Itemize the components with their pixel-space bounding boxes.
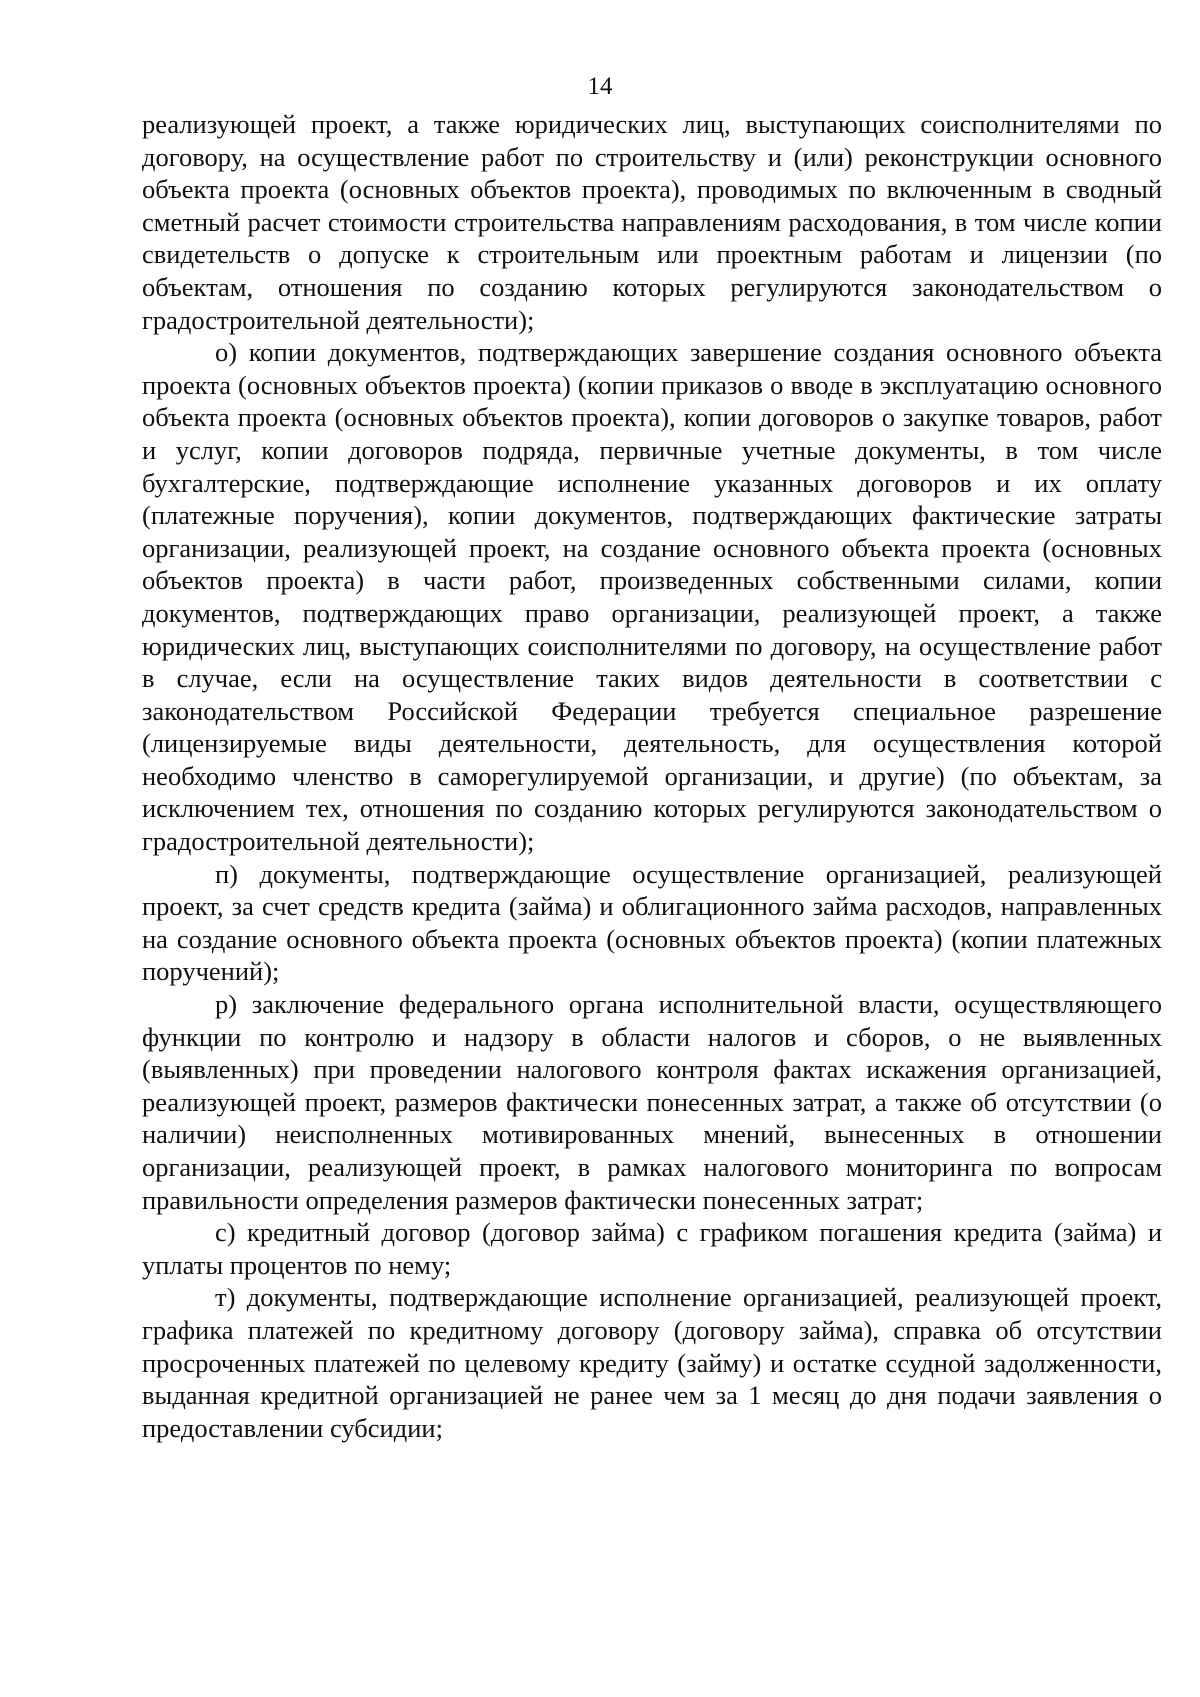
- paragraph-item-r: р) заключение федерального органа исполнительной власти, осуществляющего функции по контролю и надзору в области налогов и сборов, о не выявленных (выявленных) при проведении налогового контроля фактах искажения организацией, реализующей проект, размеров фактически понесенных затрат, а также об отсутствии (о наличии) неисполненных мотивированных мнений, вынесенных в отношении организации, реализующей проект, в рамках налогового мониторинга по вопросам правильности определения размеров фактически понесенных затрат;: [142, 989, 1162, 1215]
- paragraph-item-t: т) документы, подтверждающие исполнение организацией, реализующей проект, графика платежей по кредитному договору (договору займа), справка об отсутствии просроченных платежей по целевому кредиту (займу) и остатке ссудной задолженности, выданная кредитной организацией не ранее чем за 1 месяц до дня подачи заявления о предоставлении субсидии;: [142, 1282, 1162, 1443]
- paragraph-continuation: реализующей проект, а также юридических лиц, выступающих соисполнителями по договору, на осуществление работ по строительству и (или) реконструкции основного объекта проекта (основных объектов проекта), проводимых по включенным в сводный сметный расчет стоимости строительства направлениям расходования, в том числе копии свидетельств о допуске к строительным или проектным работам и лицензии (по объектам, отношения по созданию которых регулируются законодательством о градостроительной деятельности);: [142, 109, 1162, 335]
- paragraph-item-s: с) кредитный договор (договор займа) с графиком погашения кредита (займа) и уплаты процентов по нему;: [142, 1217, 1162, 1280]
- page-number: 14: [587, 73, 613, 100]
- document-body: [142, 108, 1162, 1444]
- paragraph-item-o: о) копии документов, подтверждающих завершение создания основного объекта проекта (основных объектов проекта) (копии приказов о вводе в эксплуатацию основного объекта проекта (основных объектов проекта), копии договоров о закупке товаров, работ и услуг, копии договоров подряда, первичные учетные документы, в том числе бухгалтерские, подтверждающие исполнение указанных договоров и их оплату (платежные поручения), копии документов, подтверждающих фактические затраты организации, реализующей проект, на создание основного объекта проекта (основных объектов проекта) в части работ, произведенных собственными силами, копии документов, подтверждающих право организации, реализующей проект, а также юридических лиц, выступающих соисполнителями по договору, на осуществление работ в случае, если на осуществление таких видов деятельности в соответствии с законодательством Российской Федерации требуется специальное разрешение (лицензируемые виды деятельности, деятельность, для осуществления которой необходимо членство в саморегулируемой организации, и другие) (по объектам, за исключением тех, отношения по созданию которых регулируются законодательством о градостроительной деятельности);: [142, 337, 1162, 857]
- paragraph-item-p: п) документы, подтверждающие осуществление организацией, реализующей проект, за счет средств кредита (займа) и облигационного займа расходов, направленных на создание основного объекта проекта (основных объектов проекта) (копии платежных поручений);: [142, 858, 1162, 987]
